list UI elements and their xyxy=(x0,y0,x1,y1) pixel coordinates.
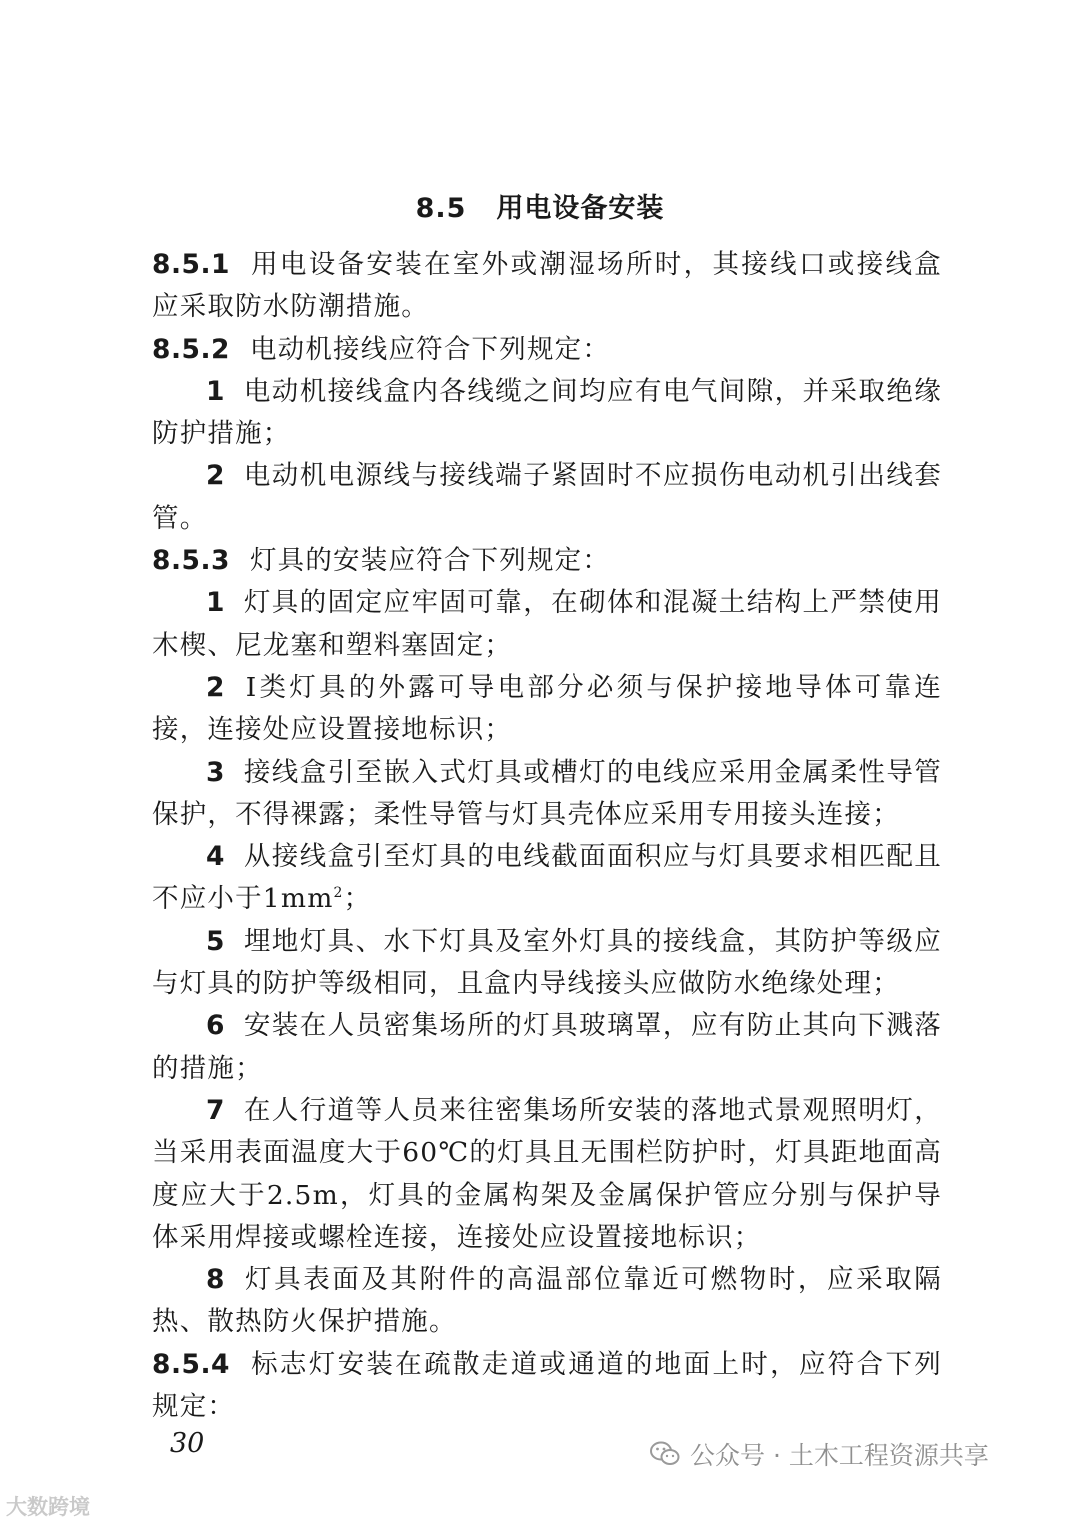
list-item xyxy=(152,1090,942,1259)
list-item xyxy=(152,921,942,1006)
section-title: 用电设备安装 xyxy=(496,193,665,224)
wechat-icon xyxy=(650,1441,680,1467)
clause-text: 电动机接线应符合下列规定： xyxy=(249,333,611,365)
list-item xyxy=(152,667,942,752)
section-heading xyxy=(0,186,1080,225)
item-number: 1 xyxy=(206,375,226,407)
clause-number: 8.5.3 xyxy=(152,545,230,577)
item-number: 6 xyxy=(206,1010,226,1042)
clause-8-5-2 xyxy=(152,329,942,371)
list-item xyxy=(152,1005,942,1090)
item-number: 7 xyxy=(206,1094,226,1126)
item-text: Ⅰ类灯具的外露可导电部分必须与保护接地导体可靠连接，连接处应设置接地标识； xyxy=(152,671,942,746)
clause-number: 8.5.1 xyxy=(152,249,230,280)
clause-text: 用电设备安装在室外或潮湿场所时，其接线口或接线盒应采取防水防潮措施。 xyxy=(152,249,942,323)
item-text: 灯具表面及其附件的高温部位靠近可燃物时，应采取隔热、散热防火保护措施。 xyxy=(152,1264,942,1338)
item-text: 在人行道等人员来往密集场所安装的落地式景观照明灯，当采用表面温度大于60℃的灯具且无围栏防护时，灯具距地面高度应大于2.5m，灯具的金属构架及金属保护管应分别与保护导体采用焊接或螺栓连接，连接处应设置接地标识； xyxy=(152,1094,942,1253)
item-number: 2 xyxy=(206,460,226,492)
item-text: 电动机接线盒内各线缆之间均应有电气间隙，并采取绝缘防护措施； xyxy=(152,375,942,450)
list-item xyxy=(152,371,942,456)
list-item xyxy=(152,582,942,667)
list-item xyxy=(152,455,942,540)
clause-8-5-3 xyxy=(152,540,942,582)
page-number: 30 xyxy=(170,1428,205,1459)
list-item xyxy=(152,836,942,921)
item-number: 3 xyxy=(206,756,226,788)
clause-number: 8.5.4 xyxy=(152,1348,230,1380)
wechat-watermark xyxy=(650,1434,989,1474)
item-number: 1 xyxy=(206,587,226,619)
item-number: 5 xyxy=(206,925,226,957)
item-text: 埋地灯具、水下灯具及室外灯具的接线盒，其防护等级应与灯具的防护等级相同，且盒内导线接头应做防水绝缘处理； xyxy=(152,925,942,1000)
item-text: 从接线盒引至灯具的电线截面面积应与灯具要求相匹配且不应小于1mm xyxy=(152,841,942,915)
clause-number: 8.5.2 xyxy=(152,333,230,365)
clause-text: 灯具的安装应符合下列规定： xyxy=(249,545,611,577)
section-number: 8.5 xyxy=(415,193,467,224)
item-number: 4 xyxy=(206,841,226,873)
item-number: 8 xyxy=(206,1264,226,1296)
list-item xyxy=(152,1259,942,1344)
superscript: 2 xyxy=(333,885,344,902)
item-number: 2 xyxy=(206,671,226,703)
clause-8-5-4 xyxy=(152,1344,942,1429)
item-text: 灯具的固定应牢固可靠，在砌体和混凝土结构上严禁使用木楔、尼龙塞和塑料塞固定； xyxy=(152,587,942,661)
corner-watermark: 大数跨境 xyxy=(6,1495,90,1519)
clause-text: 标志灯安装在疏散走道或通道的地面上时，应符合下列规定： xyxy=(152,1348,942,1423)
item-text-tail: ； xyxy=(343,883,372,915)
item-text: 电动机电源线与接线端子紧固时不应损伤电动机引出线套管。 xyxy=(152,460,942,534)
wechat-account-label: 公众号 · 土木工程资源共享 xyxy=(690,1441,989,1470)
list-item xyxy=(152,752,942,837)
item-text: 接线盒引至嵌入式灯具或槽灯的电线应采用金属柔性导管保护，不得裸露；柔性导管与灯具壳体应采用专用接头连接； xyxy=(152,756,942,830)
item-text: 安装在人员密集场所的灯具玻璃罩，应有防止其向下溅落的措施； xyxy=(152,1010,942,1084)
clause-8-5-1 xyxy=(152,244,942,329)
body-text xyxy=(152,244,942,1428)
